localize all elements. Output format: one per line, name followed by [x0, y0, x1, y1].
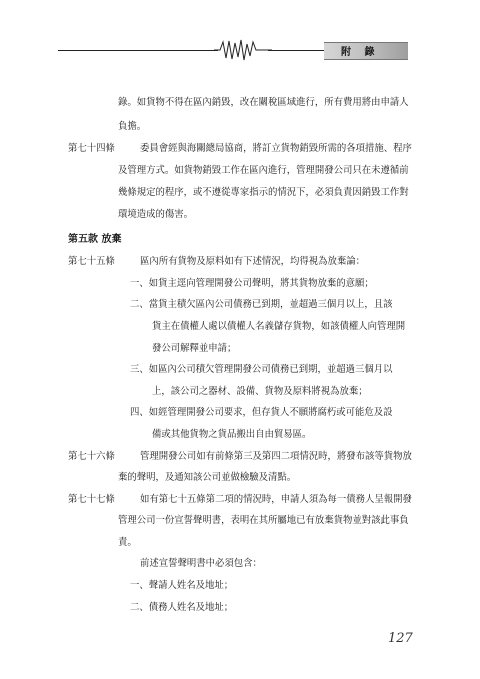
- list-item: 四、如經管理開發公司要求，但存貨人不願將腐朽或可能危及設: [130, 407, 393, 418]
- header-wave-ornament: [214, 38, 272, 62]
- section-heading: 第五款 放棄: [68, 234, 122, 245]
- text-line: 棄的聲明，及通知該公司並做檢驗及清點。: [118, 472, 297, 483]
- header-label: 附 錄: [341, 47, 380, 58]
- text-line: 管理開發公司如有前條第三及第四二項情況時，將發布該等貨物放: [140, 451, 412, 462]
- text-line: 責。: [118, 537, 137, 548]
- text-line: 管理公司一份宣誓聲明書，表明在其所屬地已有放棄貨物並對該此事負: [118, 515, 409, 526]
- text-line: 委員會經與海關總局協商，將訂立貨物銷毀所需的各項措施、程序: [140, 143, 412, 154]
- text-line: 負擔。: [118, 121, 147, 132]
- text-line: 區內所有貨物及原料如有下述情況，均得視為放棄論：: [140, 256, 366, 267]
- text-line: 上，該公司之器材、設備、貨物及原料將視為放棄；: [152, 386, 368, 397]
- text-line: 及管理方式。如貨物銷毀工作在區內進行，管理開發公司只在未遵循前: [118, 165, 409, 176]
- article-75-label: 第七十五條: [68, 256, 115, 267]
- article-76-label: 第七十六條: [68, 451, 115, 462]
- list-item: 二、當貨主積欠區內公司債務已到期，並超過三個月以上，且該: [130, 299, 393, 310]
- text-line: 前述宣誓聲明書中必須包含：: [140, 558, 262, 569]
- text-line: 貨主在債權人處以債權人名義儲存貨物，如該債權人向管理開: [152, 321, 406, 332]
- header-rule-right: [268, 50, 324, 51]
- article-77-label: 第七十七條: [68, 494, 115, 505]
- text-line: 發公司解釋並申請；: [152, 343, 237, 354]
- list-item: 三、如區內公司積欠管理開發公司債務已到期，並超過三個月以: [130, 364, 393, 375]
- article-74-label: 第七十四條: [68, 143, 115, 154]
- list-item: 一、如貨主逕向管理開發公司聲明，將其貨物放棄的意願；: [130, 278, 374, 289]
- text-line: 錄。如貨物不得在區內銷毀，改在關稅區域進行，所有費用將由申請人: [118, 97, 409, 108]
- page-number: 127: [388, 631, 413, 646]
- list-item: 一、聲請人姓名及地址；: [130, 580, 234, 591]
- header-rule-left: [58, 50, 218, 51]
- text-line: 如有第七十五條第二項的情況時，申請人須為每一債務人呈報開發: [140, 494, 412, 505]
- text-line: 備或其他貨物之貨品搬出自由貿易區。: [152, 429, 312, 440]
- list-item: 二、債務人姓名及地址；: [130, 602, 234, 613]
- text-line: 環境造成的傷害。: [118, 209, 194, 220]
- text-line: 幾條規定的程序，或不遵從專家指示的情況下，必須負責因銷毀工作對: [118, 187, 409, 198]
